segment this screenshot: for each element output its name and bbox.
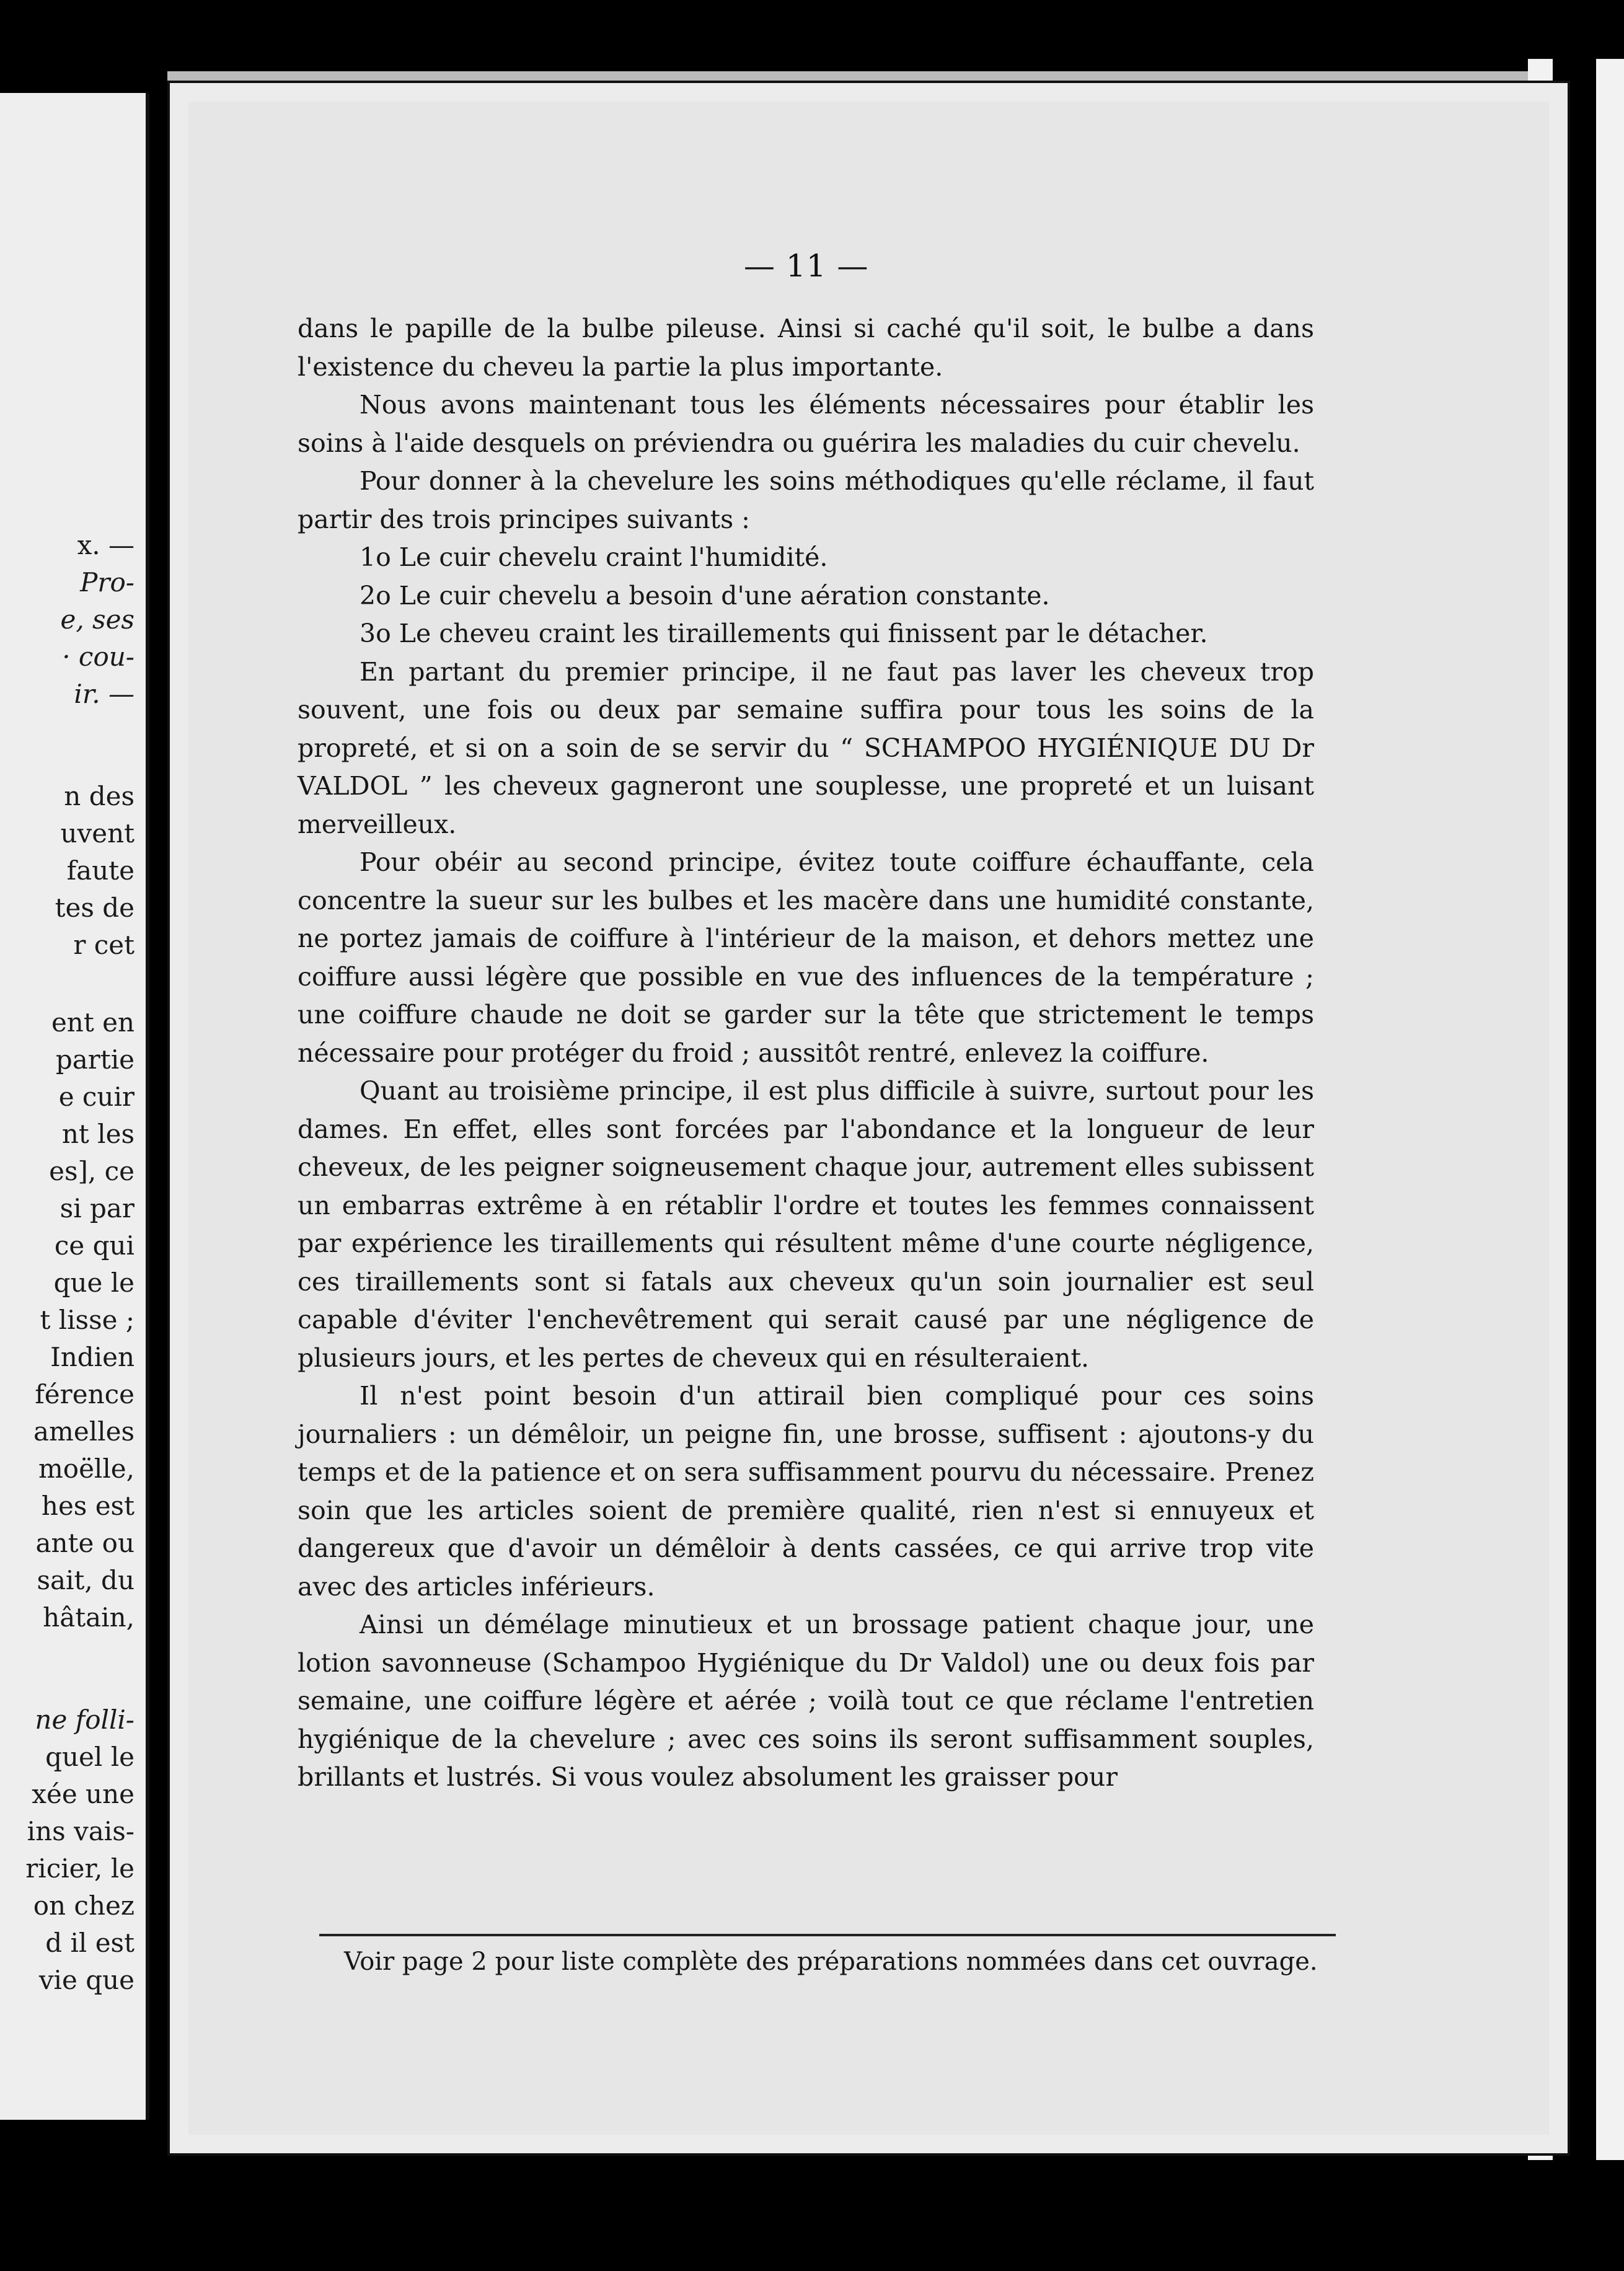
paragraph: dans le papille de la bulbe pileuse. Ainsi si caché qu'il soit, le bulbe a dans l'existence du cheveu la partie la plus importante. [298,314,1314,382]
left-fragment: ins vais- [27,1816,135,1846]
left-fragment: xée une [32,1779,135,1809]
left-fragment: amelles [33,1416,135,1447]
left-fragment: moëlle, [38,1453,135,1484]
left-fragment: quel le [45,1742,135,1772]
left-fragment: ne folli- [35,1704,135,1735]
left-fragment: ent en [51,1007,135,1038]
left-fragment: que le [53,1268,135,1298]
left-fragment: ce qui [54,1230,135,1261]
left-fragment: n des [64,781,135,811]
left-fragment: hes est [41,1491,135,1521]
paragraph: Ainsi un démélage minutieux et un brossage patient chaque jour, une lotion savonneuse (Schampoo Hygiénique du Dr Valdol) une ou deux fois par semaine, une coiffure légère et aérée ; voilà tout ce que réclame l'entretien hygiénique de la chevelure ; avec ces soins ils seront suffisamment souples, brillants et lustrés. Si vous voulez absolument les graisser pour [298,1610,1314,1792]
principle-item: 3o Le cheveu craint les tiraillements qui finissent par le détacher. [360,619,1208,648]
footnote-divider [319,1934,1336,1936]
left-fragment: uvent [60,818,135,849]
left-fragment: nt les [61,1119,135,1149]
left-fragment: Indien [50,1342,135,1372]
left-fragment: · cou- [62,642,135,672]
paragraph: Pour obéir au second principe, évitez toute coiffure échauffante, cela concentre la sueur sur les bulbes et les macère dans une humidité constante, ne portez jamais de coiffure à l'intérieur de la maison, et dehors mettez une coiffure aussi légère que possible en vue des influences de la température ; une coiffure chaude ne doit se garder sur la tête que strictement le temps nécessaire pour protéger du froid ; aussitôt rentré, enlevez la coiffure. [298,847,1314,1068]
left-fragment: tes de [55,893,135,923]
left-fragment: e cuir [58,1082,135,1112]
footnote: Voir page 2 pour liste complète des préparations nommées dans cet ouvrage. [344,1947,1318,1976]
paragraph: En partant du premier principe, il ne faut pas laver les cheveux trop souvent, une fois ou deux par semaine suffira pour tous les soins de la propreté, et si on a soin de se servir du “ SCHAMPOO HYGIÉNIQUE DU Dr VALDOL ” les cheveux gagneront une souplesse, une propreté et un luisant merveilleux. [298,656,1314,839]
left-fragment: d il est [45,1928,135,1958]
paragraph: Il n'est point besoin d'un attirail bien compliqué pour ces soins journaliers : un démêloir, un peigne fin, une brosse, suffisent : ajoutons-y du temps et de la patience et on sera suffisamment pourvu du nécessaire. Prenez soin que les articles soient de première qualité, rien n'est si ennuyeux et dangereux que d'avoir un démêloir à dents cassées, ce qui arrive trop vite avec des articles inférieurs. [298,1381,1314,1602]
principle-item: 2o Le cuir chevelu a besoin d'une aération constante. [360,580,1050,611]
left-fragment: on chez [33,1890,135,1921]
left-fragment: ricier, le [25,1853,135,1884]
left-fragment: t lisse ; [40,1305,135,1335]
left-fragment: faute [66,855,135,886]
left-fragment: sait, du [37,1565,135,1595]
left-fragment: r cet [73,930,135,960]
paragraph: Pour donner à la chevelure les soins méthodiques qu'elle réclame, il faut partir des trois principes suivants : [298,466,1314,534]
left-fragment: vie que [38,1965,135,1995]
page-body [298,310,1314,1797]
left-fragment: hâtain, [43,1602,135,1633]
page-number: — 11 — [744,248,869,284]
left-fragment: es], ce [49,1156,135,1186]
left-fragment: ante ou [35,1528,135,1558]
left-fragment: partie [55,1044,135,1075]
paragraph: Quant au troisième principe, il est plus difficile à suivre, surtout pour les dames. En effet, elles sont forcées par l'abondance et la longueur de leur cheveux, de les peigner soigneusement chaque jour, autrement elles subissent un embarras extrême à en rétablir l'ordre et toutes les femmes connaissent par expérience les tiraillements qui résultent même d'une courte négligence, ces tiraillements sont si fatals aux cheveux qu'un soin journalier est seul capable d'éviter l'enchevêtrement qui serait causé par une négligence de plusieurs jours, et les pertes de cheveux qui en résulteraient. [298,1076,1314,1373]
left-fragment: e, ses [60,604,135,635]
left-fragment: si par [60,1193,135,1224]
left-fragment: x. — [77,530,135,560]
paragraph: Nous avons maintenant tous les éléments nécessaires pour établir les soins à l'aide desquels on préviendra ou guérira les maladies du cuir chevelu. [298,390,1314,458]
left-fragment: férence [35,1379,135,1409]
left-page-edge [0,93,149,2120]
principle-item: 1o Le cuir chevelu craint l'humidité. [360,542,828,572]
left-fragment: ir. — [74,679,135,709]
left-fragment: Pro- [80,567,135,598]
